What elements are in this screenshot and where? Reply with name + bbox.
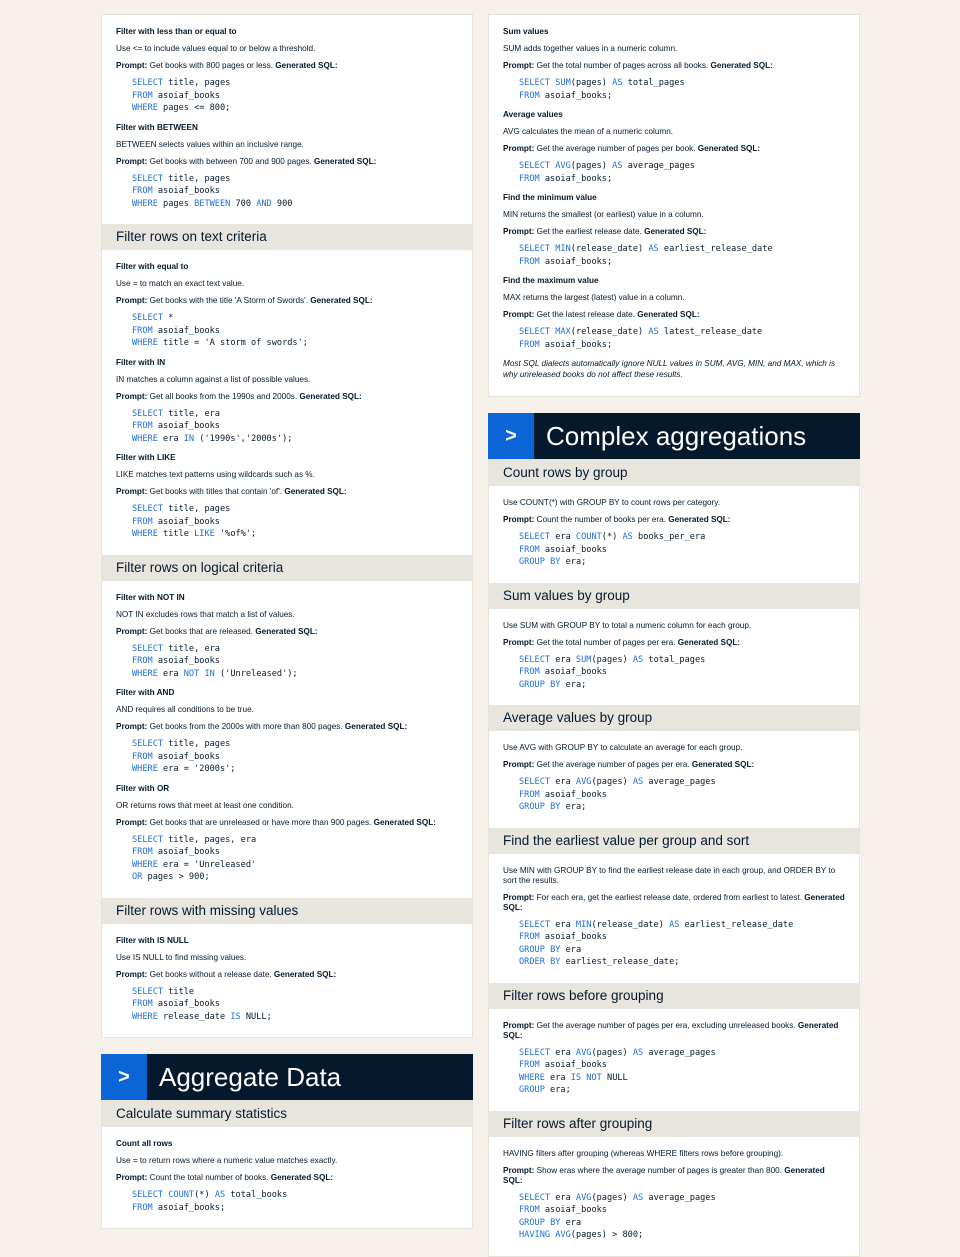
sql-line: FROM asoiaf_books — [519, 544, 607, 555]
item-title: Find the maximum value — [503, 276, 599, 285]
prompt-text: Get the total number of pages per era. — [534, 637, 678, 647]
prompt-line — [503, 61, 845, 71]
sql-code-block — [132, 738, 458, 776]
prompt-label: Prompt: — [116, 1173, 148, 1182]
generated-sql-label: Generated SQL: — [691, 760, 755, 769]
sql-code-block — [519, 77, 845, 102]
sql-line: WHERE title LIKE '%of%'; — [132, 529, 257, 539]
sql-line: SELECT title, era — [132, 643, 220, 654]
sql-line: FROM asoiaf_books — [519, 932, 607, 942]
footnote: Most SQL dialects automatically ignore NULL values in SUM, AVG, MIN, and MAX, which is why unreleased books do not affect these results. — [503, 359, 836, 379]
prompt-line — [503, 760, 845, 770]
sql-line: SELECT title, pages — [132, 739, 231, 749]
card-body — [489, 1009, 859, 1111]
item-description: Use = to return rows where a numeric value matches exactly. — [116, 1156, 338, 1165]
item-description: Use SUM with GROUP BY to total a numeric column for each group. — [503, 620, 752, 630]
prompt-label: Prompt: — [116, 487, 148, 496]
prompt-text: Count the total number of books. — [147, 1173, 271, 1182]
section-heading: Average values by group — [489, 705, 859, 731]
sql-code-block — [132, 173, 458, 211]
sql-line: SELECT era AVG(pages) AS average_pages — [519, 1192, 716, 1203]
sql-line: WHERE era NOT IN ('Unreleased'); — [132, 668, 298, 679]
sql-code-block — [132, 643, 458, 681]
section-heading: Filter rows after grouping — [489, 1111, 859, 1137]
prompt-label: Prompt: — [116, 817, 148, 827]
prompt-text: Get books with between 700 and 900 pages. — [147, 156, 314, 166]
sql-line: FROM asoiaf_books — [132, 90, 220, 101]
sql-line: SELECT title, pages — [132, 78, 231, 88]
item-title: Find the minimum value — [503, 193, 597, 202]
sql-line: FROM asoiaf_books — [132, 186, 220, 196]
prompt-label: Prompt: — [503, 637, 535, 647]
prompt-text: Get books that are released. — [147, 626, 256, 636]
sql-line: SELECT title, pages, era — [132, 834, 257, 845]
sql-code-block — [132, 77, 458, 115]
item-title: Filter with BETWEEN — [116, 122, 198, 132]
item-description: Use <= to include values equal to or below a threshold. — [116, 44, 316, 53]
prompt-line — [503, 310, 845, 320]
sql-line: SELECT AVG(pages) AS average_pages — [519, 161, 695, 171]
sql-code-block — [519, 531, 845, 569]
prompt-text: Get books with 800 pages or less. — [147, 61, 276, 70]
item-description: MIN returns the smallest (or earliest) value in a column. — [503, 210, 704, 219]
sql-line: GROUP BY era; — [519, 557, 587, 567]
sql-code-block — [519, 654, 845, 692]
sql-line: FROM asoiaf_books; — [519, 256, 613, 267]
sql-code-block — [132, 503, 458, 541]
sql-line: FROM asoiaf_books; — [132, 1202, 226, 1213]
sql-line: SELECT MAX(release_date) AS latest_release_date — [519, 327, 763, 337]
sql-line: WHERE release_date IS NULL; — [132, 1011, 272, 1022]
prompt-text: Show eras where the average number of pages is greater than 800. — [534, 1165, 785, 1175]
sql-line: WHERE era IN ('1990s','2000s'); — [132, 433, 293, 444]
sql-line: SELECT * — [132, 313, 174, 323]
sql-line: FROM asoiaf_books; — [519, 339, 613, 350]
prompt-text: Get books with titles that contain 'of'. — [147, 487, 285, 496]
prompt-line — [116, 1173, 458, 1183]
item-description: AND requires all conditions to be true. — [116, 705, 254, 714]
prompt-text: Get the average number of pages per era, excluding unreleased books. — [534, 1020, 798, 1030]
generated-sql-label: Generated SQL: — [310, 296, 373, 305]
generated-sql-label: Generated SQL: — [677, 637, 741, 647]
prompt-line — [116, 722, 458, 732]
sql-code-block — [132, 986, 458, 1024]
prompt-label: Prompt: — [503, 1020, 535, 1030]
generated-sql-label: Generated SQL: — [255, 626, 318, 636]
prompt-text: Get books from the 2000s with more than 800 pages. — [147, 722, 345, 731]
generated-sql-label: Generated SQL: — [697, 144, 761, 153]
sql-line: WHERE era = '2000s'; — [132, 764, 236, 774]
sql-line: WHERE pages BETWEEN 700 AND 900 — [132, 198, 293, 209]
item-description: AVG calculates the mean of a numeric column. — [503, 127, 674, 136]
item-title: Filter with OR — [116, 783, 170, 793]
sql-code-block — [519, 243, 845, 268]
sql-line: SELECT title — [132, 986, 195, 997]
right-card-grouping — [488, 459, 860, 1257]
prompt-label: Prompt: — [503, 515, 535, 524]
prompt-line — [503, 515, 845, 525]
sql-line: FROM asoiaf_books — [132, 751, 220, 762]
sql-line: FROM asoiaf_books — [519, 1060, 607, 1070]
card-body — [102, 924, 472, 1038]
section-heading: Calculate summary statistics — [102, 1101, 472, 1127]
sql-line: SELECT era COUNT(*) AS books_per_era — [519, 532, 706, 542]
generated-sql-label: Generated SQL: — [637, 310, 700, 319]
sql-line: SELECT era AVG(pages) AS average_pages — [519, 777, 716, 787]
prompt-text: For each era, get the earliest release date, ordered from earliest to latest. — [534, 892, 805, 902]
item-description: IN matches a column against a list of possible values. — [116, 374, 311, 384]
sql-line: SELECT era SUM(pages) AS total_pages — [519, 654, 706, 665]
sql-code-block — [132, 312, 458, 350]
prompt-text: Get books that are unreleased or have more than 900 pages. — [147, 817, 374, 827]
sql-line: FROM asoiaf_books — [132, 656, 220, 666]
prompt-label: Prompt: — [116, 969, 148, 979]
item-description: Use COUNT(*) with GROUP BY to count rows per category. — [503, 498, 721, 507]
prompt-text: Get all books from the 1990s and 2000s. — [147, 391, 300, 401]
sql-line: OR pages > 900; — [132, 872, 210, 882]
prompt-label: Prompt: — [503, 61, 535, 70]
item-description: Use = to match an exact text value. — [116, 279, 245, 288]
sql-line: WHERE era IS NOT NULL — [519, 1072, 628, 1083]
sql-line: FROM asoiaf_books — [132, 847, 220, 857]
banner-title: Aggregate Data — [159, 1061, 342, 1092]
prompt-text: Get the latest release date. — [534, 310, 638, 319]
generated-sql-label: Generated SQL: — [710, 61, 773, 70]
prompt-label: Prompt: — [116, 61, 148, 70]
sql-code-block — [519, 1192, 845, 1242]
generated-sql-label: Generated SQL: — [273, 969, 337, 979]
prompt-text: Get books with the title 'A Storm of Swords'. — [147, 296, 311, 305]
card-body — [489, 609, 859, 706]
left-column — [101, 14, 473, 1229]
sql-line: FROM asoiaf_books — [132, 325, 220, 336]
sql-line: SELECT title, pages — [132, 173, 231, 184]
sql-line: SELECT COUNT(*) AS total_books — [132, 1190, 288, 1200]
generated-sql-label: Generated SQL: — [668, 515, 731, 524]
item-description: MAX returns the largest (latest) value in a column. — [503, 293, 685, 302]
prompt-text: Count the number of books per era. — [534, 515, 669, 524]
sql-code-block — [132, 408, 458, 446]
prompt-label: Prompt: — [503, 892, 535, 902]
sql-line: FROM asoiaf_books — [519, 789, 607, 800]
prompt-label: Prompt: — [503, 310, 535, 319]
generated-sql-label: Generated SQL: — [503, 1165, 825, 1185]
sql-line: SELECT SUM(pages) AS total_pages — [519, 78, 685, 88]
generated-sql-label: Generated SQL: — [284, 487, 347, 496]
generated-sql-label: Generated SQL: — [299, 391, 362, 401]
item-description: Use IS NULL to find missing values. — [116, 952, 247, 962]
card-body — [489, 854, 859, 983]
sql-code-block — [519, 1047, 845, 1097]
sql-line: WHERE era = 'Unreleased' — [132, 859, 257, 870]
card-body — [489, 731, 859, 828]
card-body — [102, 250, 472, 555]
prompt-label: Prompt: — [503, 227, 535, 236]
sql-line: FROM asoiaf_books — [132, 421, 220, 431]
sql-line: SELECT era AVG(pages) AS average_pages — [519, 1047, 716, 1058]
item-title: Sum values — [503, 27, 549, 36]
sql-code-block — [519, 160, 845, 185]
sql-line: SELECT title, era — [132, 408, 220, 419]
section-heading: Sum values by group — [489, 583, 859, 609]
item-title: Filter with less than or equal to — [116, 27, 237, 36]
left-card-summary — [101, 1100, 473, 1229]
item-description: SUM adds together values in a numeric column. — [503, 44, 678, 53]
prompt-line — [503, 638, 845, 648]
item-title: Filter with IS NULL — [116, 935, 189, 945]
sql-line: GROUP BY era — [519, 1217, 582, 1228]
sql-line: FROM asoiaf_books — [519, 1205, 607, 1215]
prompt-text: Get the average number of pages per book. — [534, 144, 698, 153]
sql-line: ORDER BY earliest_release_date; — [519, 957, 680, 967]
sql-code-block — [519, 919, 845, 969]
section-heading: Find the earliest value per group and sort — [489, 828, 859, 854]
item-description: NOT IN excludes rows that match a list of values. — [116, 609, 295, 619]
generated-sql-label: Generated SQL: — [344, 722, 408, 731]
item-title: Filter with IN — [116, 357, 166, 367]
generated-sql-label: Generated SQL: — [314, 156, 377, 166]
prompt-line — [116, 627, 458, 637]
sql-line: FROM asoiaf_books — [132, 516, 220, 527]
item-description: Use AVG with GROUP BY to calculate an average for each group. — [503, 743, 743, 752]
section-heading: Filter rows on logical criteria — [102, 555, 472, 581]
prompt-label: Prompt: — [503, 1165, 535, 1175]
sql-line: FROM asoiaf_books — [519, 667, 607, 677]
prompt-line — [503, 1021, 845, 1041]
sql-line: GROUP BY era; — [519, 679, 587, 690]
item-description: Use MIN with GROUP BY to find the earliest release date in each group, and ORDER BY to sort the results. — [503, 865, 836, 885]
prompt-line — [116, 392, 458, 402]
prompt-line — [503, 144, 845, 154]
complex-aggregations-banner — [488, 413, 860, 459]
item-title: Filter with equal to — [116, 262, 189, 271]
aggregate-data-banner — [101, 1054, 473, 1100]
sql-line: FROM asoiaf_books; — [519, 173, 613, 184]
prompt-label: Prompt: — [116, 626, 148, 636]
item-title: Count all rows — [116, 1139, 173, 1148]
prompt-label: Prompt: — [116, 722, 148, 731]
card-body — [102, 581, 472, 898]
generated-sql-label: Generated SQL: — [270, 1173, 334, 1182]
chevron-icon: > — [488, 413, 534, 459]
prompt-label: Prompt: — [503, 760, 535, 769]
prompt-line — [116, 296, 458, 306]
card-body — [102, 1127, 472, 1228]
sql-code-block — [132, 834, 458, 884]
section-heading: Filter rows before grouping — [489, 983, 859, 1009]
item-description: HAVING filters after grouping (whereas WHERE filters rows before grouping). — [503, 1148, 784, 1158]
sql-line: WHERE title = 'A storm of swords'; — [132, 338, 308, 348]
sql-line: GROUP BY era — [519, 944, 582, 955]
right-card-aggregates — [488, 14, 860, 397]
sql-line: WHERE pages <= 800; — [132, 103, 231, 113]
generated-sql-label: Generated SQL: — [503, 1020, 839, 1040]
section-heading: Filter rows on text criteria — [102, 224, 472, 250]
generated-sql-label: Generated SQL: — [275, 61, 338, 70]
sql-line: SELECT title, pages — [132, 504, 231, 514]
section-heading: Count rows by group — [489, 460, 859, 486]
left-card-filters — [101, 14, 473, 1038]
prompt-label: Prompt: — [116, 391, 148, 401]
prompt-text: Get the average number of pages per era. — [534, 760, 692, 769]
prompt-line — [503, 893, 845, 913]
item-title: Filter with LIKE — [116, 453, 176, 462]
prompt-label: Prompt: — [116, 296, 148, 305]
sql-line: HAVING AVG(pages) > 800; — [519, 1230, 644, 1240]
sql-code-block — [519, 326, 845, 351]
item-title: Filter with NOT IN — [116, 592, 185, 602]
generated-sql-label: Generated SQL: — [644, 227, 707, 236]
item-title: Filter with AND — [116, 688, 175, 697]
prompt-line — [116, 157, 458, 167]
generated-sql-label: Generated SQL: — [373, 817, 436, 827]
prompt-line — [503, 227, 845, 237]
right-column — [488, 14, 860, 1257]
card-body — [489, 1137, 859, 1256]
prompt-label: Prompt: — [503, 144, 535, 153]
prompt-text: Get books without a release date. — [147, 969, 274, 979]
sql-line: SELECT era MIN(release_date) AS earliest_release_date — [519, 919, 794, 930]
card-body — [102, 15, 472, 224]
prompt-line — [116, 970, 458, 980]
item-description: LIKE matches text patterns using wildcards such as %. — [116, 470, 315, 479]
sql-line: FROM asoiaf_books; — [519, 90, 613, 101]
item-description: OR returns rows that meet at least one condition. — [116, 800, 294, 810]
sql-line: SELECT MIN(release_date) AS earliest_release_date — [519, 244, 773, 254]
item-title: Average values — [503, 110, 563, 119]
sql-line: GROUP era; — [519, 1085, 571, 1095]
prompt-line — [116, 818, 458, 828]
prompt-text: Get the earliest release date. — [534, 227, 645, 236]
prompt-line — [503, 1166, 845, 1186]
sql-line: GROUP BY era; — [519, 802, 587, 812]
prompt-line — [116, 61, 458, 71]
prompt-text: Get the total number of pages across all books. — [534, 61, 711, 70]
section-heading: Filter rows with missing values — [102, 898, 472, 924]
sql-line: FROM asoiaf_books — [132, 999, 220, 1009]
card-body — [489, 15, 859, 396]
chevron-icon: > — [101, 1054, 147, 1100]
banner-title: Complex aggregations — [546, 420, 807, 451]
prompt-label: Prompt: — [116, 156, 148, 166]
sql-code-block — [132, 1189, 458, 1214]
sql-code-block — [519, 776, 845, 814]
item-description: BETWEEN selects values within an inclusive range. — [116, 139, 304, 149]
prompt-line — [116, 487, 458, 497]
card-body — [489, 486, 859, 583]
generated-sql-label: Generated SQL: — [503, 892, 845, 912]
